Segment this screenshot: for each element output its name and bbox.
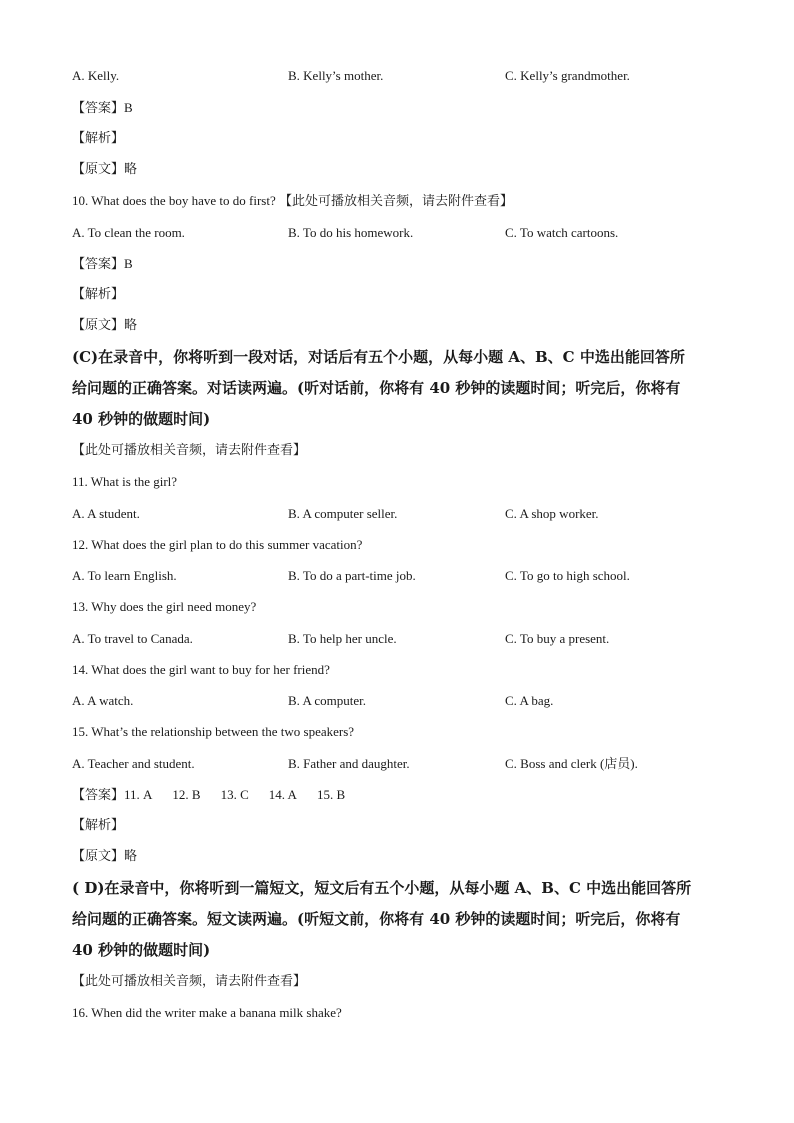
q14-option-c: C. A bag.	[505, 693, 554, 708]
q13-option-b: B. To help her uncle.	[288, 631, 397, 646]
section-c-audio-note: 【此处可播放相关音频，请去附件查看】	[72, 443, 307, 458]
section-d-instruction-1: ( D)在录音中，你将听到一篇短文，短文后有五个小题，从每小题 A、B、C 中选出能回答所	[72, 879, 692, 897]
q11-option-c: C. A shop worker.	[505, 506, 599, 521]
q11-option-b: B. A computer seller.	[288, 506, 398, 521]
q10-analysis: 【解析】	[72, 287, 125, 302]
q13-option-c: C. To buy a present.	[505, 631, 610, 646]
answer-13: 13. C	[220, 787, 249, 802]
section-c-instruction-2: 给问题的正确答案。对话读两遍。(听对话前，你将有 40 秒钟的读题时间；听完后，你将有	[72, 379, 681, 397]
answers-11-15: 【答案】11. A 12. B 13. C 14. A 15. B	[72, 787, 346, 803]
q13-question: 13. Why does the girl need money?	[72, 599, 257, 614]
q12-option-b: B. To do a part-time job.	[288, 568, 416, 583]
q9-answer: 【答案】B	[72, 100, 133, 116]
section-c-instruction-1: (C)在录音中，你将听到一段对话，对话后有五个小题，从每小题 A、B、C 中选出能回答所	[72, 348, 685, 366]
q12-question: 12. What does the girl plan to do this summer vacation?	[72, 537, 363, 552]
section-c-instruction-3: 40 秒钟的做题时间)	[72, 410, 211, 428]
q15-option-c: C. Boss and clerk (店员).	[505, 756, 638, 771]
q16-question: 16. When did the writer make a banana milk shake?	[72, 1005, 342, 1020]
q15-option-b: B. Father and daughter.	[288, 756, 410, 771]
section-d-instruction-2: 给问题的正确答案。短文读两遍。(听短文前，你将有 40 秒钟的读题时间；听完后，你将有	[72, 910, 681, 928]
answer-12: 12. B	[172, 787, 201, 802]
q10-original: 【原文】略	[72, 318, 138, 333]
q13-options	[72, 631, 732, 647]
q12-options	[72, 568, 732, 584]
answer-15: 15. B	[316, 787, 346, 802]
q9-analysis: 【解析】	[72, 131, 125, 146]
q15-options	[72, 756, 732, 772]
q10-answer: 【答案】B	[72, 256, 133, 272]
q14-question: 14. What does the girl want to buy for her friend?	[72, 662, 330, 677]
q10-question: 10. What does the boy have to do first? 【此处可播放相关音频，请去附件查看】	[72, 193, 514, 209]
q14-option-b: B. A computer.	[288, 693, 366, 708]
q10-options	[72, 225, 732, 241]
q14-options	[72, 693, 732, 709]
q10-option-c: C. To watch cartoons.	[505, 225, 619, 240]
q11-option-a: A. A student.	[72, 506, 140, 521]
q12-option-c: C. To go to high school.	[505, 568, 630, 583]
q9-original: 【原文】略	[72, 162, 138, 177]
q11-question: 11. What is the girl?	[72, 474, 178, 489]
section-d-instruction-3: 40 秒钟的做题时间)	[72, 941, 211, 959]
q9-option-b: B. Kelly’s mother.	[288, 68, 384, 83]
q9-options	[72, 68, 732, 84]
q15-option-a: A. Teacher and student.	[72, 756, 195, 771]
q12-option-a: A. To learn English.	[72, 568, 177, 583]
q11-options	[72, 506, 732, 522]
q15-question: 15. What’s the relationship between the two speakers?	[72, 724, 355, 739]
answers-c-original: 【原文】略	[72, 849, 138, 864]
answer-14: 14. A	[268, 787, 297, 802]
q10-option-b: B. To do his homework.	[288, 225, 414, 240]
q10-option-a: A. To clean the room.	[72, 225, 185, 240]
answers-c-analysis: 【解析】	[72, 818, 125, 833]
section-d-audio-note: 【此处可播放相关音频，请去附件查看】	[72, 974, 307, 989]
q9-option-c: C. Kelly’s grandmother.	[505, 68, 630, 83]
q13-option-a: A. To travel to Canada.	[72, 631, 193, 646]
q10-audio-note: 【此处可播放相关音频，请去附件查看】	[279, 194, 514, 209]
answer-11: 11. A	[124, 787, 153, 802]
q9-option-a: A. Kelly.	[72, 68, 120, 83]
q14-option-a: A. A watch.	[72, 693, 134, 708]
